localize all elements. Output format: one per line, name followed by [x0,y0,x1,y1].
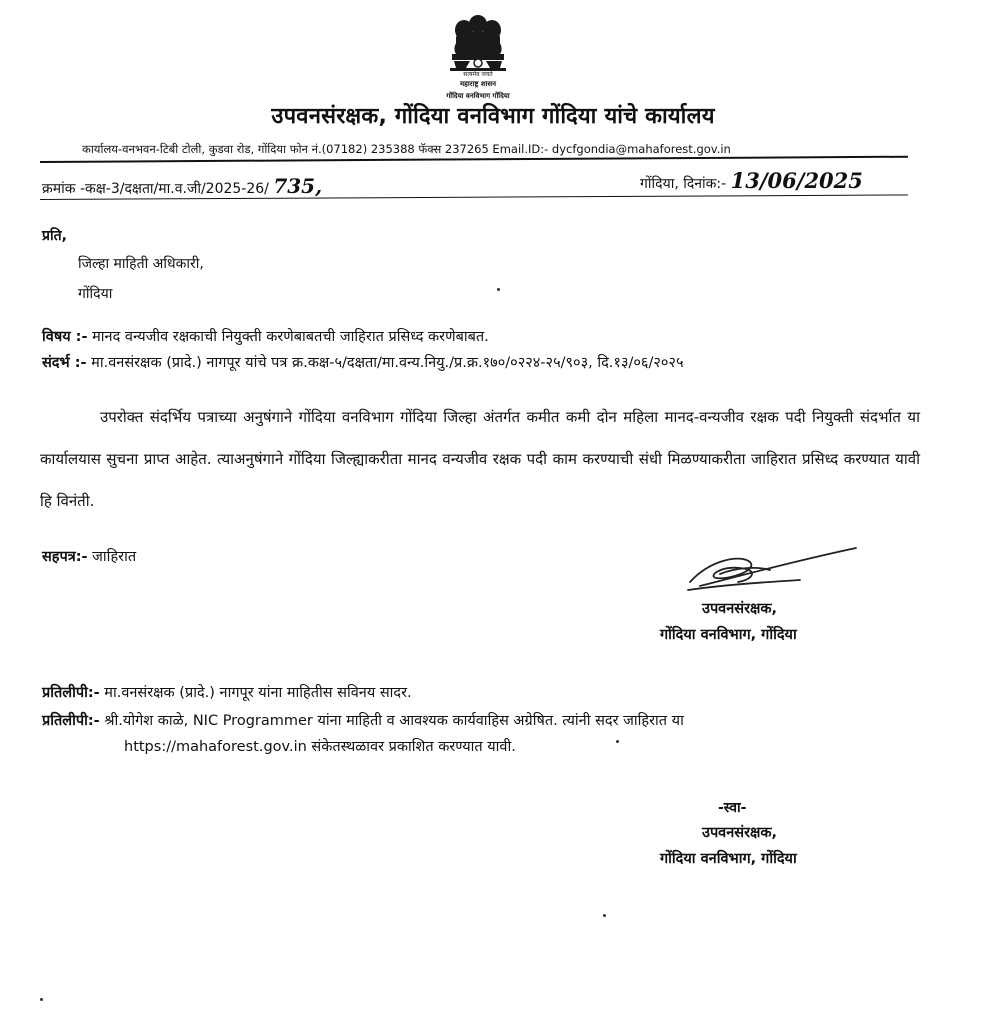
scan-speck [40,998,43,1001]
body-paragraph: उपरोक्त संदर्भिय पत्राच्या अनुषंगाने गोंदिया वनविभाग गोंदिया जिल्हा अंतर्गत कमीत कमी दोन महिला मानद-वन्यजीव रक्षक पदी नियुक्ती संदर्भात या कार्यालयास सुचना प्राप्त आहेत. त्याअनुषंगाने गोंदिया जिल्ह्याकरीता मानद वन्यजीव रक्षक पदी काम करण्याची संधी मिळण्याकरीता जाहिरात प्रसिध्द करण्यात यावी हि विनंती. [40,408,920,510]
recipient-prefix: प्रति, [42,228,67,244]
reference-number [42,174,322,198]
reference-number-handwritten: 735, [273,174,323,198]
emblem-division-name: गोंदिया वनविभाग गोंदिया [446,92,510,100]
subject-text: मानद वन्यजीव रक्षकाची नियुक्ती करणेबाबतची जाहिरात प्रसिध्द करणेबाबत. [92,329,489,345]
copy-text-2: श्री.योगेश काळे, NIC Programmer यांना माहिती व आवश्यक कार्यवाहिस अग्रेषित. त्यांनी सदर जाहिरात या [104,713,684,729]
signatory-office: गोंदिया वनविभाग, गोंदिया [660,627,797,643]
scan-speck [497,288,500,291]
emblem-state-name: महाराष्ट्र शासन [459,80,497,88]
copy-text-1: मा.वनसंरक्षक (प्रादे.) नागपूर यांना माहितीस सविनय सादर. [104,685,412,701]
subject-label: विषय :- [42,329,88,345]
office-address: कार्यालय-वनभवन-टिबी टोली, कुडवा रोड, गोंदिया फोन नं.(07182) 235388 फॅक्स 237265 Email.ID:- dycfgondia@mahaforest.gov.in [82,142,731,156]
enclosure-label: सहपत्र:- [42,549,88,565]
enclosure-text: जाहिरात [92,549,137,565]
office-title: उपवनसंरक्षक, गोंदिया वनविभाग गोंदिया यांचे कार्यालय [271,104,715,129]
date-handwritten: 13/06/2025 [730,168,863,193]
copy-line-2 [42,710,684,730]
copy-label-2: प्रतिलीपी:- [42,713,100,729]
state-emblem-logo [430,10,526,108]
recipient-title: जिल्हा माहिती अधिकारी, [78,256,204,272]
scan-speck [616,740,619,743]
sandarbh-text: मा.वनसंरक्षक (प्रादे.) नागपूर यांचे पत्र क्र.कक्ष-५/दक्षता/मा.वन्य.नियु./प्र.क्र.१७०/०२२४-२५/९०३, दि.१३/०६/२०२५ [91,355,684,371]
signatory-office-2: गोंदिया वनविभाग, गोंदिया [660,851,797,867]
copy-line-1 [42,682,412,702]
signed-mark: -स्वा- [718,800,747,816]
sandarbh-line [42,352,684,372]
subject-line [42,326,489,346]
reference-number-label: क्रमांक -कक्ष-3/दक्षता/मा.व.जी/2025-26/ [42,181,269,197]
date-line [640,168,863,193]
emblem-motto: सत्यमेव जयते [463,71,493,78]
date-label: गोंदिया, दिनांक:- [640,176,727,192]
signatory-designation: उपवनसंरक्षक, [702,601,778,617]
signatory-designation-2: उपवनसंरक्षक, [702,825,778,841]
sandarbh-label: संदर्भ :- [42,355,87,371]
recipient-place: गोंदिया [78,286,113,302]
handwritten-signature [680,540,860,600]
copy-line-2-continuation: https://mahaforest.gov.in संकेतस्थळावर प्रकाशित करण्यात यावी. [124,739,516,755]
copy-label-1: प्रतिलीपी:- [42,685,100,701]
scan-speck [603,914,606,917]
enclosure-line [42,546,136,566]
